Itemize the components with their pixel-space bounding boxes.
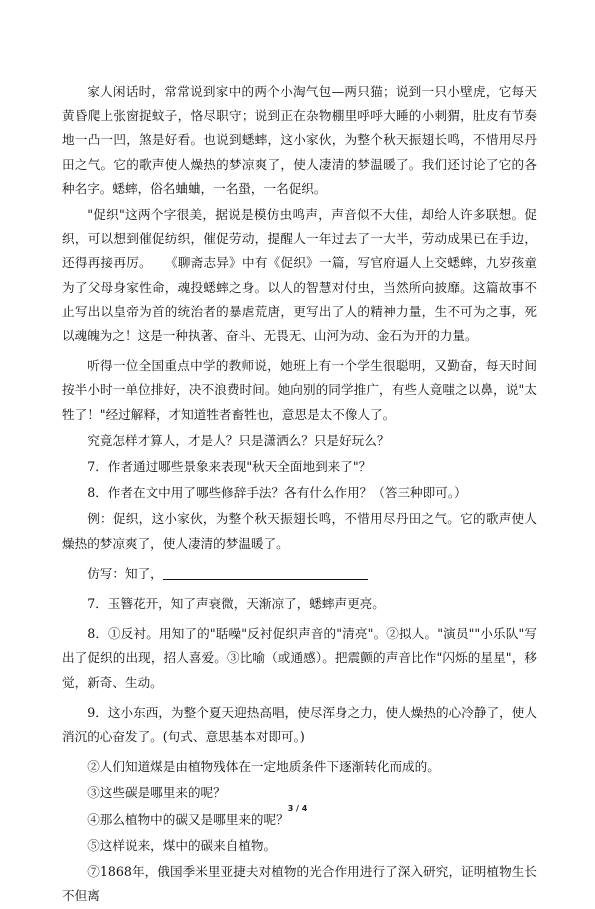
paragraph-question-human: 究竟怎样才算人，才是人？只是潇洒么？只是好玩么？ xyxy=(87,432,390,448)
coal-item-5: ⑤这样说来，煤中的碳来自植物。 xyxy=(87,837,277,853)
paragraph-teacher-story: 听得一位全国重点中学的教师说，她班上有一个学生很聪明，又勤奋，每天时间按半小时一单位排好，决不浪费时间。她向别的同学推广，有些人竟嗤之以鼻，说"太牲了！"经过解释，才知道牲者畜牲也，意思是太不像人了。 xyxy=(62,358,537,422)
coal-item-4: ④那么植物中的碳又是哪里来的呢？ xyxy=(87,811,289,827)
document-body xyxy=(62,80,537,909)
answer-8: 8．①反衬。用知了的"聒噪"反衬促织声音的"清亮"。②拟人。"演员""小乐队"写出了促织的出现，招人喜爱。③比喻（或通感）。把震颤的声音比作"闪烁的星星"，移觉，新奇、生动。 xyxy=(62,626,537,690)
answer-blank-line xyxy=(163,565,368,580)
answer-9: 9．这小东西，为整个夏天迎热高唱，使尽浑身之力，使人燥热的心冷静了，使人消沉的心奋发了。(句式、意思基本对即可。) xyxy=(62,704,537,745)
coal-item-3: ③这些碳是哪里来的呢？ xyxy=(87,785,226,801)
imitation-label: 仿写：知了， xyxy=(87,565,163,581)
imitation-prompt xyxy=(62,562,537,586)
page-number: 3 / 4 xyxy=(287,804,308,813)
question-7: 7．作者通过哪些景象来表现"秋天全面地到来了"？ xyxy=(87,459,372,475)
paragraph-family-talk: 家人闲话时，常常说到家中的两个小淘气包—两只猫；说到一只小壁虎，它每天黄昏爬上张窗捉蚊子，恪尽职守；说到正在杂物棚里呼呼大睡的小刺猬，肚皮有节奏地一凸一凹，煞是好看。也说到蟋蟀，这小家伙，为整个秋天振翅长鸣，不惜用尽丹田之气。它的歌声使人燥热的梦凉爽了，使人凄清的梦温暖了。我们还讨论了它的各种名字。蟋蟀，俗名蛐蛐，一名蛩，一名促织。 xyxy=(62,84,537,196)
coal-item-2: ②人们知道煤是由植物残体在一定地质条件下逐渐转化而成的。 xyxy=(87,759,440,775)
coal-item-7: ⑦1868年，俄国季米里亚捷夫对植物的光合作用进行了深入研究，证明植物生长不但离 xyxy=(62,864,537,904)
paragraph-cuzhi-name: "促织"这两个字很美，据说是模仿虫鸣声，声音似不大佳，却给人许多联想。促织，可以想到催促纺织，催促劳动，提醒人一年过去了一大半，劳动成果已在手边，还得再接再厉。 《聊斋志异》中有《促织》一篇，写官府逼人上交蟋蟀，九岁孩童为了父母身家性命，魂投蟋蟀之身。以人的智慧对付虫，当然所向披靡。这篇故事不止写出以皇帝为首的统治者的暴虐荒唐，更写出了人的精神力量，生不可为之事，死以魂魄为之！这是一种执著、奋斗、无畏无、山河为动、金石为开的力量。 xyxy=(62,207,537,344)
answer-7: 7．玉簪花开，知了声衰微，天渐凉了，蟋蟀声更亮。 xyxy=(87,596,385,612)
example-sentence: 例：促织，这小家伙，为整个秋天振翅长鸣，不惜用尽丹田之气。它的歌声使人燥热的梦凉爽了，使人凄清的梦温暖了。 xyxy=(62,511,537,551)
question-8: 8．作者在文中用了哪些修辞手法？各有什么作用？（答三种即可。） xyxy=(87,485,467,501)
